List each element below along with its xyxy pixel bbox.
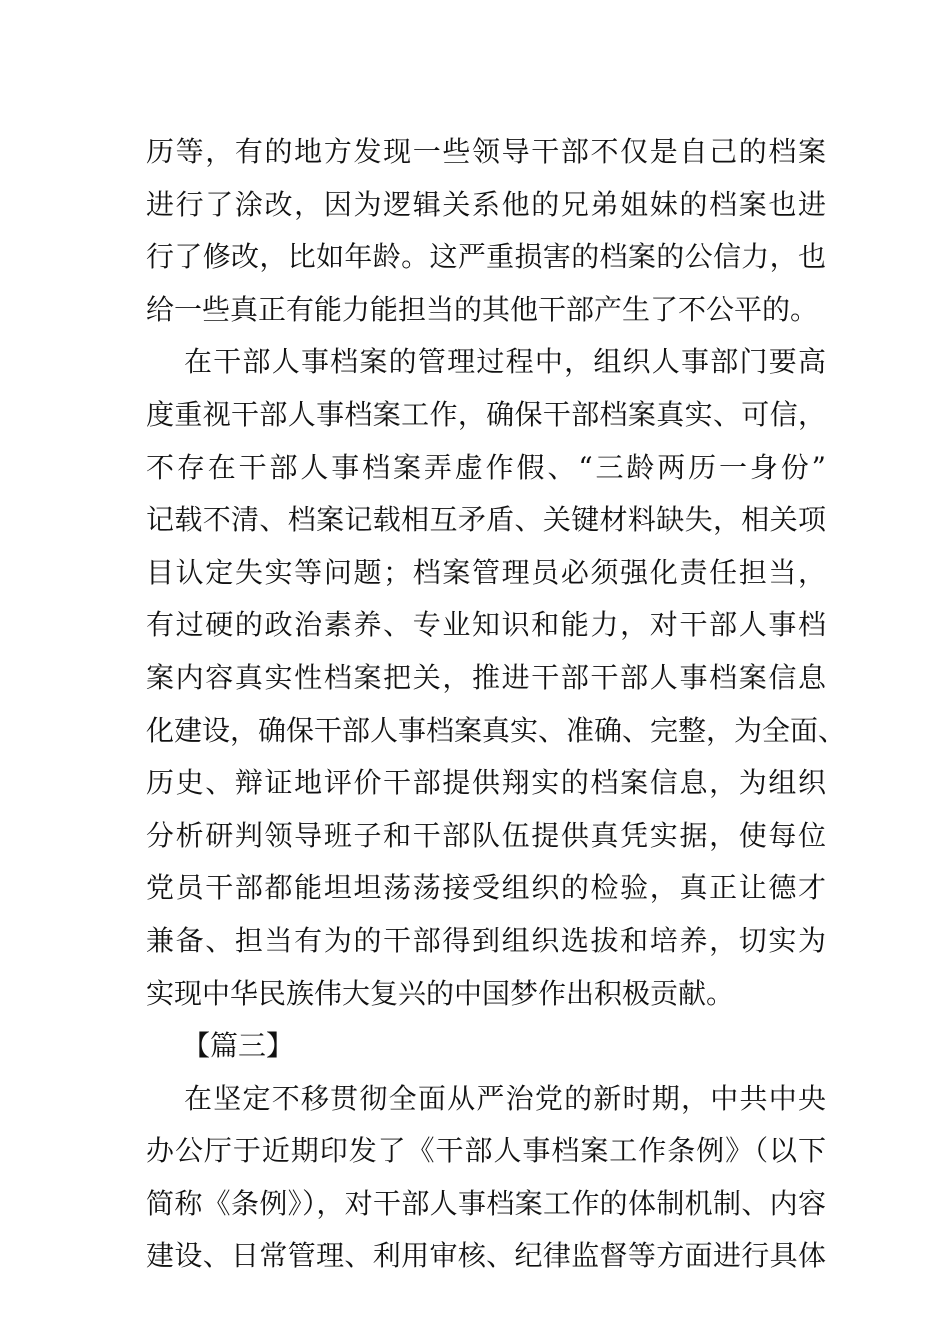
paragraph-first-line: 在坚定不移贯彻全面从严治党的新时期，中共中央 <box>184 1081 826 1115</box>
body-text <box>146 126 847 1283</box>
text-line: 不存在干部人事档案弄虚作假、“三龄两历一身份” <box>146 450 826 484</box>
section-heading: 【篇三】 <box>182 1029 295 1063</box>
text-line: 党员干部都能坦坦荡荡接受组织的检验，真正让德才 <box>146 871 826 905</box>
text-line: 记载不清、档案记载相互矛盾、关键材料缺失，相关项 <box>146 503 826 537</box>
text-line: 兼备、担当有为的干部得到组织选拔和培养，切实为 <box>146 923 826 957</box>
text-line: 建设、日常管理、利用审核、纪律监督等方面进行具体 <box>146 1239 826 1273</box>
text-line: 分析研判领导班子和干部队伍提供真凭实据，使每位 <box>146 818 826 852</box>
text-line: 给一些真正有能力能担当的其他干部产生了不公平的。 <box>146 292 819 326</box>
text-line: 度重视干部人事档案工作，确保干部档案真实、可信， <box>146 397 826 431</box>
paragraph-first-line: 在干部人事档案的管理过程中，组织人事部门要高 <box>184 345 826 379</box>
text-line: 化建设，确保干部人事档案真实、准确、完整，为全面、 <box>146 713 847 747</box>
text-line: 目认定失实等问题；档案管理员必须强化责任担当， <box>146 555 826 589</box>
text-line: 实现中华民族伟大复兴的中国梦作出积极贡献。 <box>146 976 735 1010</box>
text-line: 历史、辩证地评价干部提供翔实的档案信息，为组织 <box>146 766 826 800</box>
text-line: 历等，有的地方发现一些领导干部不仅是自己的档案 <box>146 135 826 168</box>
text-line: 有过硬的政治素养、专业知识和能力，对干部人事档 <box>146 608 826 642</box>
text-line: 进行了涂改，因为逻辑关系他的兄弟姐妹的档案也进 <box>146 187 826 221</box>
text-line: 简称《条例》），对干部人事档案工作的体制机制、内容 <box>146 1186 826 1220</box>
text-line: 行了修改，比如年龄。这严重损害的档案的公信力，也 <box>146 240 826 274</box>
text-line: 办公厅于近期印发了《干部人事档案工作条例》（以下 <box>146 1134 826 1168</box>
text-line: 案内容真实性档案把关，推进干部干部人事档案信息 <box>146 660 826 694</box>
